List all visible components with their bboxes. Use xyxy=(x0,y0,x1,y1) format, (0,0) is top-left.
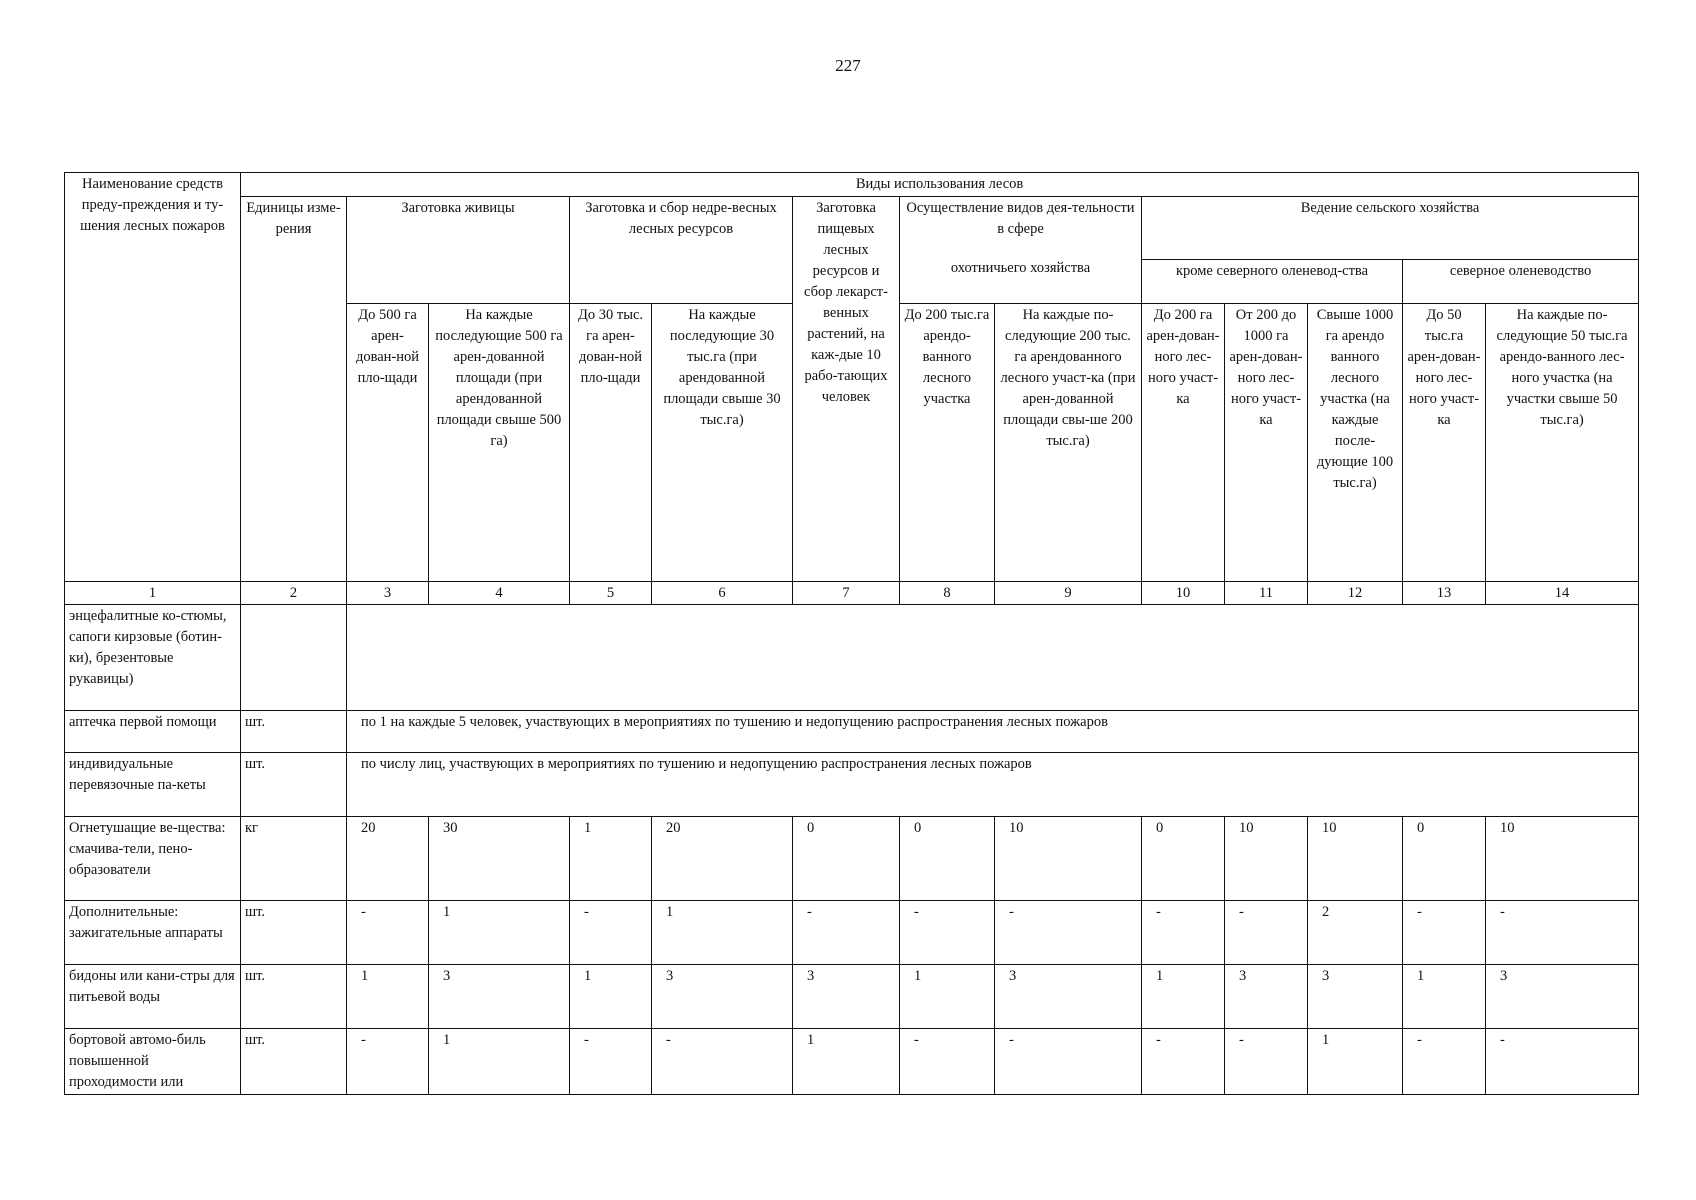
row-value: 10 xyxy=(1225,817,1308,901)
column-number: 10 xyxy=(1142,582,1225,605)
row-span-text: по 1 на каждые 5 человек, участвующих в мероприятиях по тушению и недопущению распространения лесных пожаров xyxy=(347,711,1639,753)
table-row xyxy=(65,711,1639,753)
column-number: 11 xyxy=(1225,582,1308,605)
row-value: 3 xyxy=(793,965,900,1029)
header-except-reindeer: кроме северного оленевод-ства xyxy=(1142,260,1403,304)
row-span-text xyxy=(347,605,1639,711)
header-nonwood: Заготовка и сбор недре-весных лесных ресурсов xyxy=(570,197,793,304)
row-value: - xyxy=(793,901,900,965)
row-name: энцефалитные ко-стюмы, сапоги кирзовые (ботин-ки), брезентовые рукавицы) xyxy=(65,605,241,711)
row-value: - xyxy=(347,1029,429,1095)
row-value: 0 xyxy=(1142,817,1225,901)
row-value: - xyxy=(900,901,995,965)
row-value: 3 xyxy=(1225,965,1308,1029)
header-sub-13: До 50 тыс.га арен-дован-ного лес-ного участ-ка xyxy=(1403,304,1486,582)
row-name: Дополнительные: зажигательные аппараты xyxy=(65,901,241,965)
row-value: 0 xyxy=(793,817,900,901)
row-value: 1 xyxy=(652,901,793,965)
header-agriculture: Ведение сельского хозяйства xyxy=(1142,197,1639,260)
table-row xyxy=(65,753,1639,817)
row-value: 1 xyxy=(570,965,652,1029)
row-value: 3 xyxy=(1486,965,1639,1029)
header-sub-14: На каждые по-следующие 50 тыс.га арендо-ванного лес-ного участка (на участки свыше 50 тыс.га) xyxy=(1486,304,1639,582)
row-value: - xyxy=(570,901,652,965)
header-sub-8: До 200 тыс.га арендо-ванного лесного участка xyxy=(900,304,995,582)
row-span-text: по числу лиц, участвующих в мероприятиях по тушению и недопущению распространения лесных пожаров xyxy=(347,753,1639,817)
row-name: аптечка первой помощи xyxy=(65,711,241,753)
row-value: - xyxy=(1142,1029,1225,1095)
row-value: 30 xyxy=(429,817,570,901)
row-value: 1 xyxy=(1403,965,1486,1029)
row-value: - xyxy=(1403,1029,1486,1095)
row-value: 20 xyxy=(347,817,429,901)
row-value: - xyxy=(1403,901,1486,965)
row-value: 3 xyxy=(995,965,1142,1029)
header-sub-9: На каждые по-следующие 200 тыс. га арендованного лесного участ-ка (при арен-дованной площади свы-ше 200 тыс.га) xyxy=(995,304,1142,582)
table-row xyxy=(65,1029,1639,1095)
header-food: Заготовка пищевых лесных ресурсов и сбор лекарст-венных растений, на каж-дые 10 рабо-тающих человек xyxy=(793,197,900,582)
row-value: 10 xyxy=(1486,817,1639,901)
header-row-2 xyxy=(65,197,1639,260)
column-number: 1 xyxy=(65,582,241,605)
row-value: 1 xyxy=(429,1029,570,1095)
row-value: 10 xyxy=(1308,817,1403,901)
row-value: 1 xyxy=(1308,1029,1403,1095)
column-number: 7 xyxy=(793,582,900,605)
row-value: 1 xyxy=(793,1029,900,1095)
column-number: 3 xyxy=(347,582,429,605)
row-unit xyxy=(241,605,347,711)
row-value: 1 xyxy=(900,965,995,1029)
header-sub-3: До 500 га арен-дован-ной пло-щади xyxy=(347,304,429,582)
header-resin: Заготовка живицы xyxy=(347,197,570,304)
row-unit: шт. xyxy=(241,753,347,817)
row-value: - xyxy=(1142,901,1225,965)
row-value: - xyxy=(347,901,429,965)
header-units: Единицы изме-рения xyxy=(241,197,347,582)
fire-equipment-table xyxy=(64,172,1639,1095)
row-value: 20 xyxy=(652,817,793,901)
row-value: - xyxy=(995,901,1142,965)
row-value: 1 xyxy=(429,901,570,965)
row-value: - xyxy=(570,1029,652,1095)
row-value: 0 xyxy=(900,817,995,901)
row-unit: шт. xyxy=(241,711,347,753)
header-sub-4: На каждые последующие 500 га арен-дованной площади (при арендованной площади свыше 500 га) xyxy=(429,304,570,582)
row-value: 1 xyxy=(347,965,429,1029)
column-number: 9 xyxy=(995,582,1142,605)
column-number: 2 xyxy=(241,582,347,605)
row-value: 2 xyxy=(1308,901,1403,965)
header-hunting-bottom: охотничьего хозяйства xyxy=(950,260,1091,276)
row-value: - xyxy=(995,1029,1142,1095)
row-value: - xyxy=(1225,1029,1308,1095)
row-unit: шт. xyxy=(241,901,347,965)
row-value: - xyxy=(1486,1029,1639,1095)
row-unit: кг xyxy=(241,817,347,901)
row-unit: шт. xyxy=(241,965,347,1029)
header-hunting-top: Осуществление видов дея-тельности в сфере xyxy=(906,200,1135,237)
row-value: 3 xyxy=(652,965,793,1029)
header-sub-6: На каждые последующие 30 тыс.га (при арендованной площади свыше 30 тыс.га) xyxy=(652,304,793,582)
table-row xyxy=(65,605,1639,711)
row-value: 1 xyxy=(1142,965,1225,1029)
table-row xyxy=(65,901,1639,965)
header-sub-11: От 200 до 1000 га арен-дован-ного лес-ного участ-ка xyxy=(1225,304,1308,582)
header-sub-5: До 30 тыс. га арен-дован-ной пло-щади xyxy=(570,304,652,582)
header-hunting xyxy=(900,197,1142,304)
row-value: 0 xyxy=(1403,817,1486,901)
header-row-1 xyxy=(65,173,1639,197)
header-forest-use: Виды использования лесов xyxy=(241,173,1639,197)
row-value: 3 xyxy=(429,965,570,1029)
row-value: - xyxy=(652,1029,793,1095)
row-name: бортовой автомо-биль повышенной проходимости или xyxy=(65,1029,241,1095)
row-name: индивидуальные перевязочные па-кеты xyxy=(65,753,241,817)
header-sub-10: До 200 га арен-дован-ного лес-ного участ-ка xyxy=(1142,304,1225,582)
column-number: 6 xyxy=(652,582,793,605)
table-row xyxy=(65,817,1639,901)
column-number: 12 xyxy=(1308,582,1403,605)
row-name: бидоны или кани-стры для питьевой воды xyxy=(65,965,241,1029)
row-value: - xyxy=(1225,901,1308,965)
row-unit: шт. xyxy=(241,1029,347,1095)
header-sub-12: Свыше 1000 га арендо ванного лесного участка (на каждые после-дующие 100 тыс.га) xyxy=(1308,304,1403,582)
column-number: 14 xyxy=(1486,582,1639,605)
column-number: 5 xyxy=(570,582,652,605)
row-value: 3 xyxy=(1308,965,1403,1029)
column-number: 8 xyxy=(900,582,995,605)
row-value: 1 xyxy=(570,817,652,901)
row-name: Огнетушащие ве-щества: смачива-тели, пено-образователи xyxy=(65,817,241,901)
header-reindeer: северное оленеводство xyxy=(1403,260,1639,304)
page-number: 227 xyxy=(835,56,861,75)
column-number: 13 xyxy=(1403,582,1486,605)
row-value: 10 xyxy=(995,817,1142,901)
table-row xyxy=(65,965,1639,1029)
column-number-row xyxy=(65,582,1639,605)
header-col-name: Наименование средств преду-преждения и ту-шения лесных пожаров xyxy=(65,173,241,582)
row-value: - xyxy=(1486,901,1639,965)
row-value: - xyxy=(900,1029,995,1095)
column-number: 4 xyxy=(429,582,570,605)
